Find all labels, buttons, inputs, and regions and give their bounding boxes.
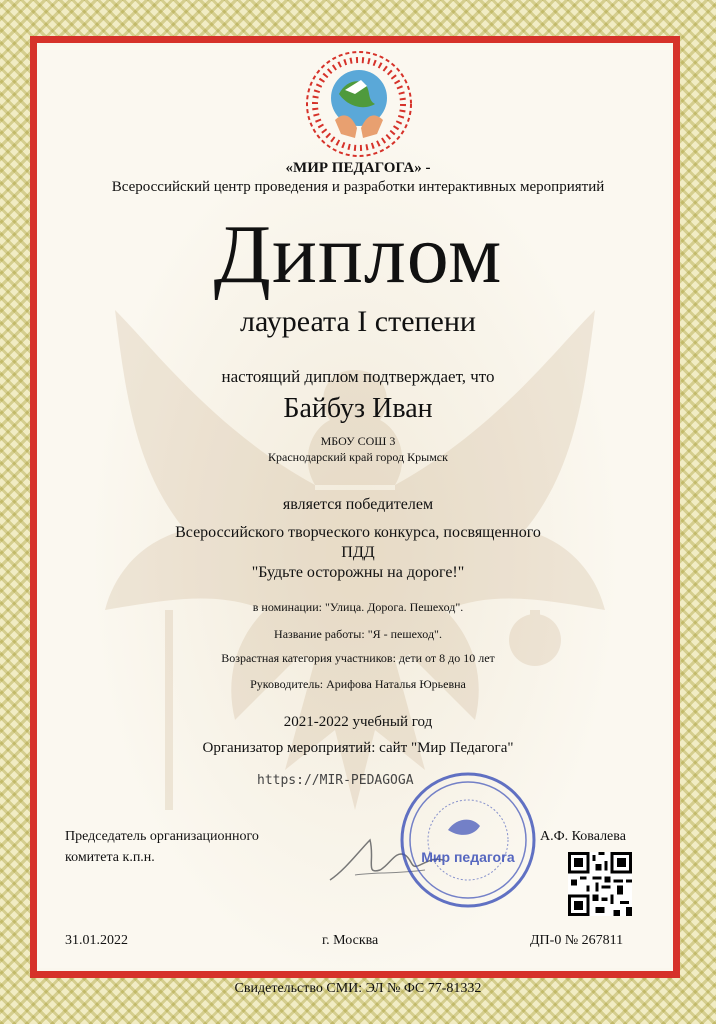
official-stamp	[398, 770, 538, 910]
school-name: МБОУ СОШ 3	[320, 434, 396, 448]
issue-date: 31.01.2022	[65, 933, 128, 948]
website-url: https://MIR-PEDAGOGA	[257, 773, 414, 788]
region-name: Краснодарский край город Крымск	[268, 450, 448, 464]
age-category: Возрастная категория участников: дети от 8 до 10 лет	[221, 651, 495, 665]
qr-code	[568, 852, 632, 916]
stamp-text: Мир педагога	[421, 849, 515, 865]
confirmation-text: настоящий диплом подтверждает, что	[221, 367, 495, 386]
organization-subtitle: Всероссийский центр проведения и разработки интерактивных мероприятий	[111, 179, 605, 195]
diploma-degree: лауреата I степени	[240, 305, 476, 338]
signer-name: А.Ф. Ковалева	[540, 829, 626, 844]
contest-name-line1: Всероссийского творческого конкурса, посвященного	[175, 524, 541, 541]
chair-title-line2: комитета к.п.н.	[65, 850, 155, 865]
recipient-name: Байбуз Иван	[283, 393, 433, 424]
media-certificate: Свидетельство СМИ: ЭЛ № ФС 77-81332	[234, 981, 482, 996]
leader-name: Руководитель: Арифова Наталья Юрьевна	[250, 677, 466, 691]
organization-name: «МИР ПЕДАГОГА» -	[285, 160, 431, 176]
organizer: Организатор мероприятий: сайт "Мир Педагога"	[202, 740, 514, 756]
mir-pedagoga-logo-icon	[305, 50, 413, 158]
contest-name-line2: ПДД	[341, 544, 375, 561]
work-title: Название работы: "Я - пешеход".	[274, 627, 442, 641]
nomination: в номинации: "Улица. Дорога. Пешеход".	[252, 600, 464, 614]
winner-status: является победителем	[282, 496, 434, 513]
issue-city: г. Москва	[322, 933, 379, 948]
chair-title-line1: Председатель организационного	[65, 829, 259, 844]
diploma-title: Диплом	[213, 208, 503, 301]
contest-name-line3: "Будьте осторожны на дороге!"	[251, 564, 465, 581]
diploma-number: ДП-0 № 267811	[530, 933, 624, 948]
school-year: 2021-2022 учебный год	[283, 714, 433, 730]
